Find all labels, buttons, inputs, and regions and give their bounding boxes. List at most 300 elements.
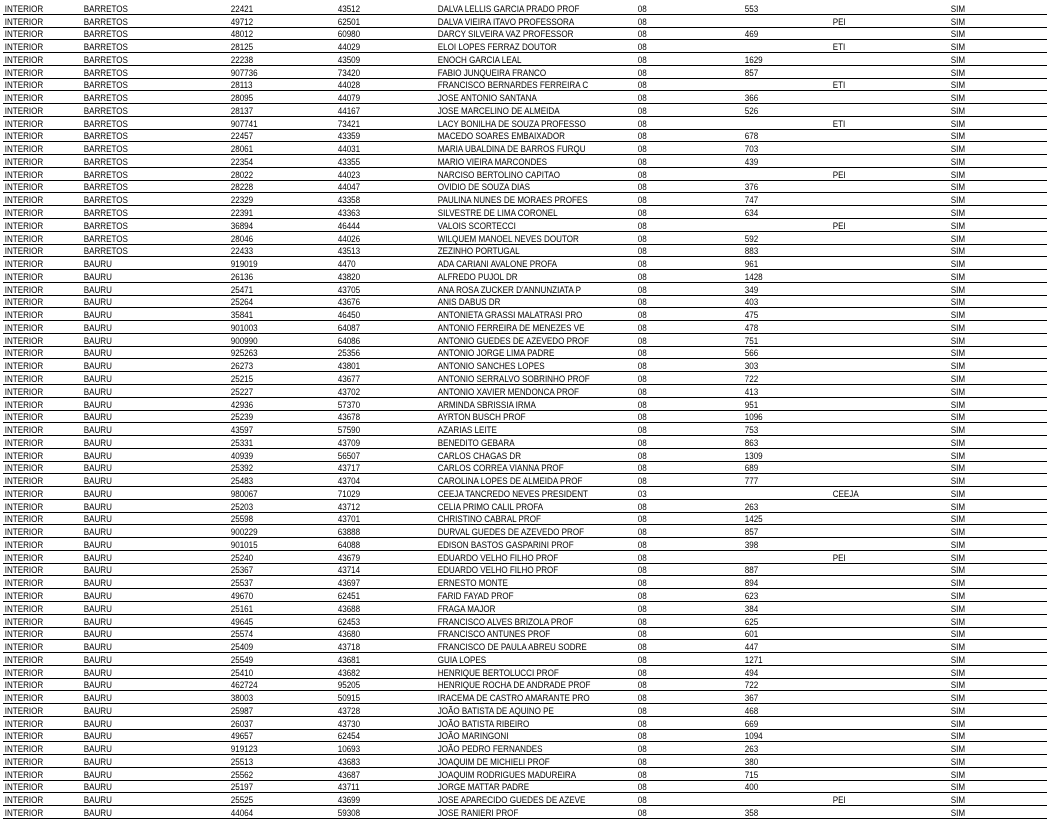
status-cell: SIM [949,767,1033,780]
region-cell: INTERIOR [3,193,71,206]
directorate-cell: BAURU [82,755,208,768]
school-code-cell: 26037 [229,716,321,729]
directorate-cell: BARRETOS [82,155,208,168]
table-row [3,78,1047,91]
count-cell: 566 [743,346,819,359]
status-cell: SIM [949,538,1033,551]
type-code-cell: 08 [636,525,728,538]
table-row [3,436,1047,449]
school-code-cell: 25574 [229,627,321,640]
program-cell [831,755,932,768]
cie-code-cell: 43709 [336,436,422,449]
school-code-cell: 28125 [229,40,321,53]
region-cell: INTERIOR [3,538,71,551]
region-cell: INTERIOR [3,627,71,640]
type-code-cell: 08 [636,589,728,602]
school-code-cell: 38003 [229,691,321,704]
status-cell: SIM [949,129,1033,142]
program-cell [831,640,932,653]
region-cell: INTERIOR [3,27,71,40]
region-cell: INTERIOR [3,589,71,602]
region-cell: INTERIOR [3,333,71,346]
type-code-cell: 08 [636,806,728,819]
status-cell: SIM [949,193,1033,206]
program-cell [831,333,932,346]
status-cell: SIM [949,53,1033,66]
region-cell: INTERIOR [3,219,71,232]
table-row [3,487,1047,500]
school-name-cell: ALFREDO PUJOL DR [436,270,608,283]
table-row [3,346,1047,359]
region-cell: INTERIOR [3,321,71,334]
directorate-cell: BAURU [82,691,208,704]
type-code-cell: 08 [636,219,728,232]
directorate-cell: BAURU [82,665,208,678]
school-code-cell: 35841 [229,308,321,321]
status-cell: SIM [949,665,1033,678]
count-cell: 1425 [743,512,819,525]
program-cell [831,359,932,372]
table-row [3,780,1047,793]
school-list-table [3,2,1047,819]
school-code-cell: 25239 [229,410,321,423]
cie-code-cell: 56507 [336,448,422,461]
status-cell: SIM [949,180,1033,193]
status-cell: SIM [949,755,1033,768]
type-code-cell: 08 [636,627,728,640]
cie-code-cell: 43820 [336,270,422,283]
directorate-cell: BAURU [82,410,208,423]
school-name-cell: MACEDO SOARES EMBAIXADOR [436,129,608,142]
type-code-cell: 08 [636,116,728,129]
type-code-cell: 08 [636,321,728,334]
count-cell: 625 [743,614,819,627]
status-cell: SIM [949,91,1033,104]
type-code-cell: 08 [636,512,728,525]
type-code-cell: 08 [636,780,728,793]
count-cell: 469 [743,27,819,40]
table-row [3,627,1047,640]
cie-code-cell: 43704 [336,474,422,487]
program-cell [831,423,932,436]
status-cell: SIM [949,2,1033,14]
cie-code-cell: 43355 [336,155,422,168]
school-code-cell: 25331 [229,436,321,449]
count-cell: 413 [743,384,819,397]
school-code-cell: 28113 [229,78,321,91]
count-cell: 961 [743,257,819,270]
status-cell: SIM [949,653,1033,666]
region-cell: INTERIOR [3,806,71,819]
school-name-cell: JOÃO BATISTA DE AQUINO PE [436,704,608,717]
count-cell: 951 [743,397,819,410]
type-code-cell: 08 [636,53,728,66]
table-body [3,2,1047,819]
cie-code-cell: 43359 [336,129,422,142]
region-cell: INTERIOR [3,525,71,538]
cie-code-cell: 43705 [336,282,422,295]
type-code-cell: 08 [636,257,728,270]
cie-code-cell: 44029 [336,40,422,53]
region-cell: INTERIOR [3,397,71,410]
type-code-cell: 08 [636,499,728,512]
school-code-cell: 43597 [229,423,321,436]
table-row [3,806,1047,819]
table-row [3,155,1047,168]
count-cell: 439 [743,155,819,168]
program-cell [831,129,932,142]
status-cell: SIM [949,436,1033,449]
status-cell: SIM [949,716,1033,729]
directorate-cell: BAURU [82,563,208,576]
directorate-cell: BAURU [82,333,208,346]
school-code-cell: 36894 [229,219,321,232]
region-cell: INTERIOR [3,678,71,691]
directorate-cell: BAURU [82,308,208,321]
program-cell [831,308,932,321]
count-cell: 857 [743,65,819,78]
region-cell: INTERIOR [3,499,71,512]
cie-code-cell: 43711 [336,780,422,793]
region-cell: INTERIOR [3,91,71,104]
region-cell: INTERIOR [3,410,71,423]
school-name-cell: JOÃO MARINGONI [436,729,608,742]
region-cell: INTERIOR [3,384,71,397]
type-code-cell: 08 [636,729,728,742]
school-code-cell: 22421 [229,2,321,14]
cie-code-cell: 43676 [336,295,422,308]
school-code-cell: 22433 [229,244,321,257]
table-row [3,308,1047,321]
program-cell [831,742,932,755]
program-cell [831,729,932,742]
program-cell [831,142,932,155]
cie-code-cell: 43677 [336,372,422,385]
school-code-cell: 40939 [229,448,321,461]
program-cell [831,91,932,104]
directorate-cell: BAURU [82,321,208,334]
cie-code-cell: 43687 [336,767,422,780]
school-name-cell: ANTONIO FERREIRA DE MENEZES VE [436,321,608,334]
school-name-cell: VALOIS SCORTECCI [436,219,608,232]
program-cell [831,806,932,819]
cie-code-cell: 43358 [336,193,422,206]
program-cell: ETI [831,78,932,91]
directorate-cell: BAURU [82,397,208,410]
count-cell: 376 [743,180,819,193]
school-code-cell: 900229 [229,525,321,538]
type-code-cell: 08 [636,295,728,308]
table-row [3,270,1047,283]
program-cell [831,716,932,729]
type-code-cell: 08 [636,614,728,627]
status-cell: SIM [949,550,1033,563]
school-name-cell: JOSE ANTONIO SANTANA [436,91,608,104]
school-code-cell: 22238 [229,53,321,66]
status-cell: SIM [949,167,1033,180]
directorate-cell: BAURU [82,499,208,512]
count-cell [743,40,819,53]
status-cell: SIM [949,487,1033,500]
count-cell: 669 [743,716,819,729]
status-cell: SIM [949,410,1033,423]
program-cell [831,601,932,614]
program-cell [831,704,932,717]
directorate-cell: BAURU [82,601,208,614]
type-code-cell: 08 [636,27,728,40]
table-row [3,423,1047,436]
cie-code-cell: 62501 [336,14,422,27]
status-cell: SIM [949,589,1033,602]
school-code-cell: 25562 [229,767,321,780]
type-code-cell: 08 [636,346,728,359]
school-code-cell: 25161 [229,601,321,614]
school-code-cell: 900990 [229,333,321,346]
cie-code-cell: 4470 [336,257,422,270]
table-row [3,499,1047,512]
directorate-cell: BAURU [82,742,208,755]
type-code-cell: 08 [636,333,728,346]
school-code-cell: 462724 [229,678,321,691]
status-cell: SIM [949,499,1033,512]
school-name-cell: CARLOS CORREA VIANNA PROF [436,461,608,474]
count-cell: 447 [743,640,819,653]
table-row [3,27,1047,40]
program-cell [831,653,932,666]
school-code-cell: 25987 [229,704,321,717]
table-row [3,550,1047,563]
table-row [3,142,1047,155]
directorate-cell: BAURU [82,614,208,627]
table-row [3,525,1047,538]
cie-code-cell: 95205 [336,678,422,691]
region-cell: INTERIOR [3,653,71,666]
program-cell [831,257,932,270]
school-name-cell: HENRIQUE BERTOLUCCI PROF [436,665,608,678]
program-cell [831,589,932,602]
cie-code-cell: 43712 [336,499,422,512]
region-cell: INTERIOR [3,40,71,53]
region-cell: INTERIOR [3,563,71,576]
count-cell: 722 [743,372,819,385]
cie-code-cell: 43701 [336,512,422,525]
directorate-cell: BARRETOS [82,219,208,232]
program-cell [831,282,932,295]
table-row [3,576,1047,589]
cie-code-cell: 71029 [336,487,422,500]
type-code-cell: 08 [636,793,728,806]
table-row [3,384,1047,397]
region-cell: INTERIOR [3,65,71,78]
region-cell: INTERIOR [3,14,71,27]
table-row [3,65,1047,78]
directorate-cell: BAURU [82,448,208,461]
program-cell [831,244,932,257]
school-code-cell: 25203 [229,499,321,512]
status-cell: SIM [949,448,1033,461]
school-code-cell: 25471 [229,282,321,295]
table-row [3,704,1047,717]
program-cell [831,27,932,40]
status-cell: SIM [949,614,1033,627]
table-row [3,2,1047,14]
region-cell: INTERIOR [3,129,71,142]
program-cell: PEI [831,219,932,232]
cie-code-cell: 59308 [336,806,422,819]
cie-code-cell: 44079 [336,91,422,104]
directorate-cell: BAURU [82,512,208,525]
type-code-cell: 08 [636,755,728,768]
count-cell: 857 [743,525,819,538]
directorate-cell: BAURU [82,780,208,793]
count-cell: 623 [743,589,819,602]
type-code-cell: 08 [636,410,728,423]
school-code-cell: 28228 [229,180,321,193]
table-row [3,716,1047,729]
count-cell: 263 [743,742,819,755]
directorate-cell: BAURU [82,767,208,780]
school-code-cell: 25264 [229,295,321,308]
school-name-cell: FABIO JUNQUEIRA FRANCO [436,65,608,78]
region-cell: INTERIOR [3,231,71,244]
school-name-cell: ANTONIO GUEDES DE AZEVEDO PROF [436,333,608,346]
school-name-cell: JOAQUIM DE MICHIELI PROF [436,755,608,768]
school-code-cell: 25549 [229,653,321,666]
directorate-cell: BARRETOS [82,167,208,180]
status-cell: SIM [949,384,1033,397]
count-cell: 1629 [743,53,819,66]
table-row [3,601,1047,614]
school-code-cell: 925263 [229,346,321,359]
school-name-cell: FRANCISCO DE PAULA ABREU SODRE [436,640,608,653]
school-code-cell: 49657 [229,729,321,742]
count-cell: 475 [743,308,819,321]
table-row [3,512,1047,525]
type-code-cell: 08 [636,384,728,397]
count-cell: 777 [743,474,819,487]
school-name-cell: DARCY SILVEIRA VAZ PROFESSOR [436,27,608,40]
directorate-cell: BARRETOS [82,193,208,206]
school-name-cell: ZEZINHO PORTUGAL [436,244,608,257]
cie-code-cell: 25356 [336,346,422,359]
school-code-cell: 25227 [229,384,321,397]
school-name-cell: JOÃO BATISTA RIBEIRO [436,716,608,729]
type-code-cell: 08 [636,576,728,589]
cie-code-cell: 43680 [336,627,422,640]
status-cell: SIM [949,525,1033,538]
program-cell [831,321,932,334]
table-row [3,640,1047,653]
table-row [3,665,1047,678]
school-code-cell: 49645 [229,614,321,627]
directorate-cell: BAURU [82,806,208,819]
directorate-cell: BARRETOS [82,40,208,53]
directorate-cell: BARRETOS [82,2,208,14]
region-cell: INTERIOR [3,116,71,129]
school-code-cell: 49712 [229,14,321,27]
cie-code-cell: 57590 [336,423,422,436]
table-row [3,206,1047,219]
region-cell: INTERIOR [3,487,71,500]
school-name-cell: CELIA PRIMO CALIL PROFA [436,499,608,512]
cie-code-cell: 43512 [336,2,422,14]
type-code-cell: 08 [636,270,728,283]
cie-code-cell: 64086 [336,333,422,346]
directorate-cell: BAURU [82,372,208,385]
program-cell: PEI [831,14,932,27]
type-code-cell: 08 [636,244,728,257]
count-cell: 715 [743,767,819,780]
status-cell: SIM [949,244,1033,257]
region-cell: INTERIOR [3,78,71,91]
region-cell: INTERIOR [3,448,71,461]
count-cell: 403 [743,295,819,308]
status-cell: SIM [949,780,1033,793]
program-cell [831,2,932,14]
school-name-cell: FRANCISCO ANTUNES PROF [436,627,608,640]
table-row [3,372,1047,385]
count-cell: 689 [743,461,819,474]
directorate-cell: BAURU [82,627,208,640]
count-cell: 863 [743,436,819,449]
table-row [3,333,1047,346]
school-name-cell: DURVAL GUEDES DE AZEVEDO PROF [436,525,608,538]
cie-code-cell: 43699 [336,793,422,806]
region-cell: INTERIOR [3,270,71,283]
program-cell [831,614,932,627]
school-name-cell: AZARIAS LEITE [436,423,608,436]
school-name-cell: ADA CARIANI AVALONE PROFA [436,257,608,270]
table-row [3,397,1047,410]
school-code-cell: 907741 [229,116,321,129]
status-cell: SIM [949,678,1033,691]
school-name-cell: FRANCISCO ALVES BRIZOLA PROF [436,614,608,627]
school-name-cell: HENRIQUE ROCHA DE ANDRADE PROF [436,678,608,691]
table-row [3,359,1047,372]
status-cell: SIM [949,40,1033,53]
count-cell [743,78,819,91]
directorate-cell: BAURU [82,729,208,742]
region-cell: INTERIOR [3,461,71,474]
type-code-cell: 08 [636,550,728,563]
type-code-cell: 08 [636,436,728,449]
program-cell [831,461,932,474]
school-name-cell: ANTONIO XAVIER MENDONCA PROF [436,384,608,397]
school-code-cell: 25513 [229,755,321,768]
type-code-cell: 08 [636,665,728,678]
table-row [3,614,1047,627]
directorate-cell: BARRETOS [82,142,208,155]
school-name-cell: ANA ROSA ZUCKER D'ANNUNZIATA P [436,282,608,295]
program-cell [831,206,932,219]
region-cell: INTERIOR [3,716,71,729]
cie-code-cell: 43714 [336,563,422,576]
program-cell: PEI [831,793,932,806]
school-name-cell: JOSE APARECIDO GUEDES DE AZEVE [436,793,608,806]
status-cell: SIM [949,308,1033,321]
school-name-cell: IRACEMA DE CASTRO AMARANTE PRO [436,691,608,704]
cie-code-cell: 44047 [336,180,422,193]
type-code-cell: 08 [636,142,728,155]
directorate-cell: BAURU [82,487,208,500]
cie-code-cell: 43697 [336,576,422,589]
count-cell: 358 [743,806,819,819]
directorate-cell: BAURU [82,282,208,295]
cie-code-cell: 43683 [336,755,422,768]
count-cell: 751 [743,333,819,346]
region-cell: INTERIOR [3,640,71,653]
directorate-cell: BAURU [82,461,208,474]
